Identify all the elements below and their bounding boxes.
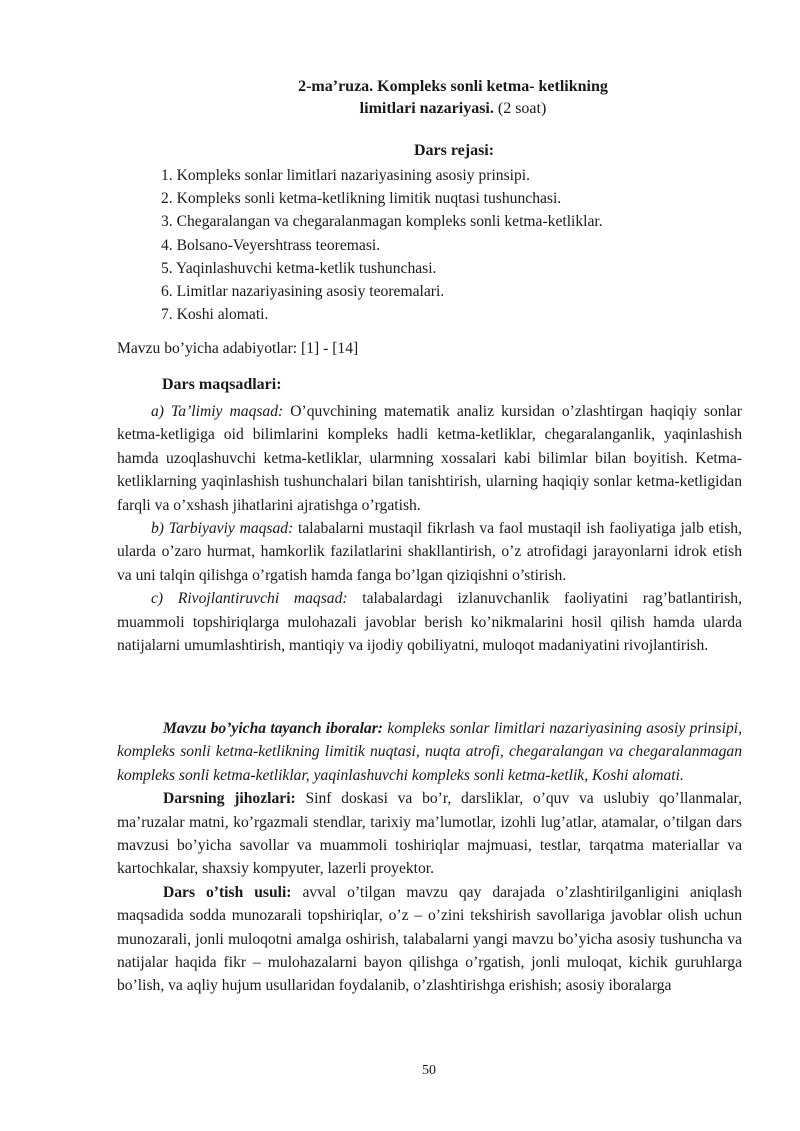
plan-item: 1. Kompleks sonlar limitlari nazariyasining asosiy prinsipi. <box>161 167 530 184</box>
page-number: 50 <box>422 1063 436 1078</box>
goal-c-text: talabalardagi izlanuvchanlik faoliyatini rag’batlantirish, muammoli topshiriqlarga mulohazali javoblar berish ko’nikmalarini hosil qilish hamda ularda natijalarni umumlashtirish, mantiqiy va ijodiy qobiliyatni, muloqot madaniyatini rivojlantirish. <box>117 590 742 655</box>
goal-b-text: talabalarni mustaqil fikrlash va faol mustaqil ish faoliyatiga jalb etish, ularda o’zaro hurmat, hamkorlik fazilatlarini shakllantirish, o’z atrofidagi jarayonlarni idrok etish va uni talqin qilishga o’rgatish hamda fanga bo’lgan qiziqishni o’stirish. <box>117 520 743 584</box>
lecture-title <box>0 76 800 120</box>
keywords-label: Mavzu bo’yicha tayanch iboralar: <box>163 720 383 737</box>
equipment-paragraph <box>117 787 742 881</box>
goals-body <box>117 400 742 657</box>
method-paragraph <box>117 881 742 998</box>
goal-a-paragraph <box>117 400 742 517</box>
title-topic: limitlari nazariyasi. <box>359 100 494 117</box>
plan-item: 7. Koshi alomati. <box>161 306 269 324</box>
title-line-2 <box>0 98 800 120</box>
plan-list <box>161 164 603 326</box>
goal-a-label: a) Ta’limiy maqsad: <box>151 403 284 420</box>
keywords-text: kompleks sonlar limitlari nazariyasining asosiy prinsipi, kompleks sonli ketma-ketlikning limitik nuqtasi, nuqta atrofi, chegaralangan va chegaralanmagan kompleks sonli ketma-ketliklar, yaqinlashuvchi kompleks sonli ketma-ketlik, Koshi alomati. <box>117 720 742 784</box>
plan-item: 4. Bolsano-Veyershtrass teoremasi. <box>161 236 381 254</box>
plan-item: 6. Limitlar nazariyasining asosiy teoremalari. <box>161 283 445 301</box>
goal-c-paragraph <box>117 587 742 657</box>
plan-heading: Dars rejasi: <box>413 142 495 159</box>
keywords-paragraph <box>117 717 742 787</box>
plan-item: 3. Chegaralangan va chegaralanmagan kompleks sonli ketma-ketliklar. <box>161 213 603 231</box>
method-label: Dars o’tish usuli: <box>163 883 292 901</box>
lesson-details <box>117 717 742 998</box>
method-text: avval o’tilgan mavzu qay darajada o’zlashtirilganligini aniqlash maqsadida sodda munozarali topshiriqlar, o’z – o’zini tekshirish savollariga javoblar olish uchun munozarali, jonli muloqotni amalga oshirish, talabalarni yangi mavzu bo’yicha asosiy tushuncha va natijalar haqida fikr – mulohazalarni bayon qilishga o’rgatish, jonli muloqat, kichik guruhlarga bo’lish, va aqliy hujum usullaridan foydalanib, o’zlashtirishga erishish; asosiy iboralarga <box>117 883 742 995</box>
title-line-1: 2-ma’ruza. Kompleks sonli ketma- ketlikning <box>298 78 608 95</box>
plan-item: 5. Yaqinlashuvchi ketma-ketlik tushunchasi. <box>161 259 437 277</box>
equipment-text: Sinf doskasi va bo’r, darsliklar, o’quv va uslubiy qo’llanmalar, ma’ruzalar matni, ko’rgazmali stendlar, tarixiy ma’lumotlar, izohli lug’atlar, atamalar, o’tilgan dars mavzusi bo’yicha savollar va muammoli toshiriqlar majmuasi, testlar, tarqatma materiallar va kartochkalar, shaxsiy kompyuter, lazerli proyektor. <box>117 790 742 878</box>
goal-b-paragraph <box>117 517 742 587</box>
literature-line: Mavzu bo’yicha adabiyotlar: [1] - [14] <box>117 340 359 357</box>
goal-a-text: O’quvchining matematik analiz kursidan o’zlashtirgan haqiqiy sonlar ketma-ketligiga oid bilimlarini kompleks hadli ketma-ketliklar, chegaralanganlik, yaqinlashish hamda uzoqlashuvchi ketma-ketliklar, ularmning xossalari kabi bilimlar bilan boyitish. Ketma-ketliklarning yaqinlashish tushunchalari bilan tanishtirish, ularning haqiqiy sonlar ketma-ketligidan farqli va o’xshash jihatlarini ajratishga o’rgatish. <box>117 403 742 514</box>
goal-c-label: c) Rivojlantiruvchi maqsad: <box>151 590 348 608</box>
goals-heading: Dars maqsadlari: <box>162 376 282 393</box>
goal-b-label: b) Tarbiyaviy maqsad: <box>151 520 294 538</box>
equipment-label: Darsning jihozlari: <box>163 790 296 808</box>
plan-item: 2. Kompleks sonli ketma-ketlikning limitik nuqtasi tushunchasi. <box>161 190 562 208</box>
title-hours: (2 soat) <box>493 100 547 117</box>
